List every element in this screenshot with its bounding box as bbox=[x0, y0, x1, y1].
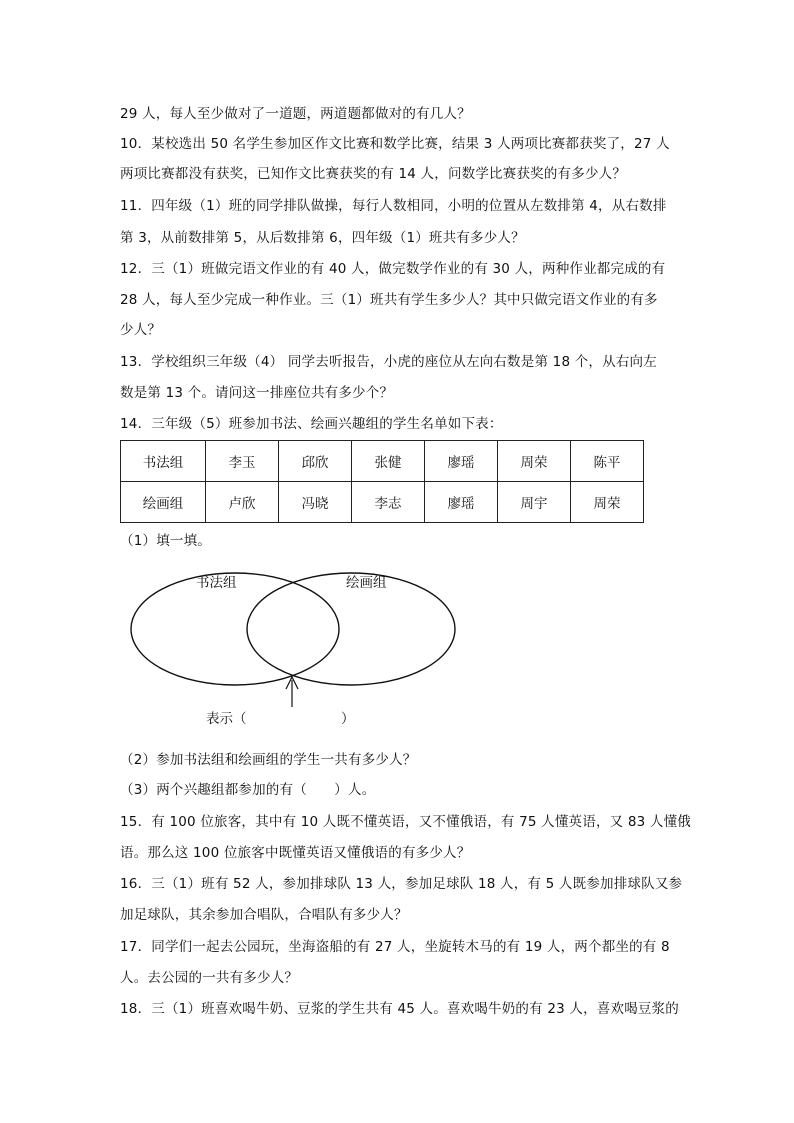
sub-question-3: （3）两个兴趣组都参加的有（ ）人。 bbox=[120, 782, 376, 798]
table-cell: 周宇 bbox=[498, 482, 571, 523]
table-cell: 李志 bbox=[352, 482, 425, 523]
sub-question-2: （2）参加书法组和绘画组的学生一共有多少人？ bbox=[120, 752, 417, 768]
question-10-line: 10．某校选出 50 名学生参加区作文比赛和数学比赛，结果 3 人两项比赛都获奖了，27 人 bbox=[120, 136, 670, 152]
question-17-line: 17．同学们一起去公园玩，坐海盗船的有 27 人，坐旋转木马的有 19 人，两个都坐的有 8 bbox=[120, 939, 670, 955]
sub-question-1: （1）填一填。 bbox=[120, 533, 211, 549]
question-18-line: 18．三（1）班喜欢喝牛奶、豆浆的学生共有 45 人。喜欢喝牛奶的有 23 人，喜欢喝豆浆的 bbox=[120, 1001, 679, 1017]
venn-left-ellipse bbox=[131, 573, 339, 685]
table-row bbox=[121, 441, 644, 482]
text-line: 少人？ bbox=[120, 322, 162, 338]
question-16-line: 16．三（1）班有 52 人，参加排球队 13 人，参加足球队 18 人，有 5 人既参加排球队又参 bbox=[120, 876, 683, 892]
text-line: 数是第 13 个。请问这一排座位共有多少个？ bbox=[120, 385, 394, 401]
text-line: 加足球队，其余参加合唱队，合唱队有多少人？ bbox=[120, 907, 408, 923]
table-cell: 绘画组 bbox=[121, 482, 206, 523]
venn-right-ellipse bbox=[247, 573, 455, 685]
table-cell: 冯晓 bbox=[279, 482, 352, 523]
question-14-line: 14．三年级（5）班参加书法、绘画兴趣组的学生名单如下表： bbox=[120, 416, 503, 432]
text-line: 29 人，每人至少做对了一道题，两道题都做对的有几人？ bbox=[120, 106, 471, 122]
text-line: 第 3，从前数排第 5，从后数排第 6，四年级（1）班共有多少人？ bbox=[120, 230, 525, 246]
text-line: 语。那么这 100 位旅客中既懂英语又懂俄语的有多少人？ bbox=[120, 845, 471, 861]
table-cell: 李玉 bbox=[206, 441, 279, 482]
interest-group-table bbox=[120, 440, 644, 523]
table-cell: 周荣 bbox=[571, 482, 644, 523]
text-line: 两项比赛都没有获奖，已知作文比赛获奖的有 14 人，问数学比赛获奖的有多少人？ bbox=[120, 166, 627, 182]
question-13-line: 13．学校组织三年级（4） 同学去听报告，小虎的座位从左向右数是第 18 个，从右向左 bbox=[120, 354, 657, 370]
table-cell: 廖瑶 bbox=[425, 441, 498, 482]
table-cell: 卢欣 bbox=[206, 482, 279, 523]
question-12-line: 12．三（1）班做完语文作业的有 40 人，做完数学作业的有 30 人，两种作业都完成的有 bbox=[120, 261, 666, 277]
table-cell: 邱欣 bbox=[279, 441, 352, 482]
venn-left-label: 书法组 bbox=[196, 575, 237, 591]
venn-right-label: 绘画组 bbox=[346, 575, 387, 591]
table-cell: 周荣 bbox=[498, 441, 571, 482]
question-15-line: 15．有 100 位旅客，其中有 10 人既不懂英语，又不懂俄语，有 75 人懂英语，又 83 人懂俄 bbox=[120, 814, 692, 830]
table-cell: 廖瑶 bbox=[425, 482, 498, 523]
table-cell: 陈平 bbox=[571, 441, 644, 482]
text-line: 人。去公园的一共有多少人？ bbox=[120, 970, 299, 986]
text-line: 28 人，每人至少完成一种作业。三（1）班共有学生多少人？其中只做完语文作业的有多 bbox=[120, 292, 658, 308]
venn-caption: 表示（ ） bbox=[206, 711, 355, 727]
table-cell: 书法组 bbox=[121, 441, 206, 482]
question-11-line: 11．四年级（1）班的同学排队做操，每行人数相同，小明的位置从左数排第 4，从右数排 bbox=[120, 198, 667, 214]
table-row bbox=[121, 482, 644, 523]
venn-diagram bbox=[120, 565, 470, 715]
table-cell: 张健 bbox=[352, 441, 425, 482]
